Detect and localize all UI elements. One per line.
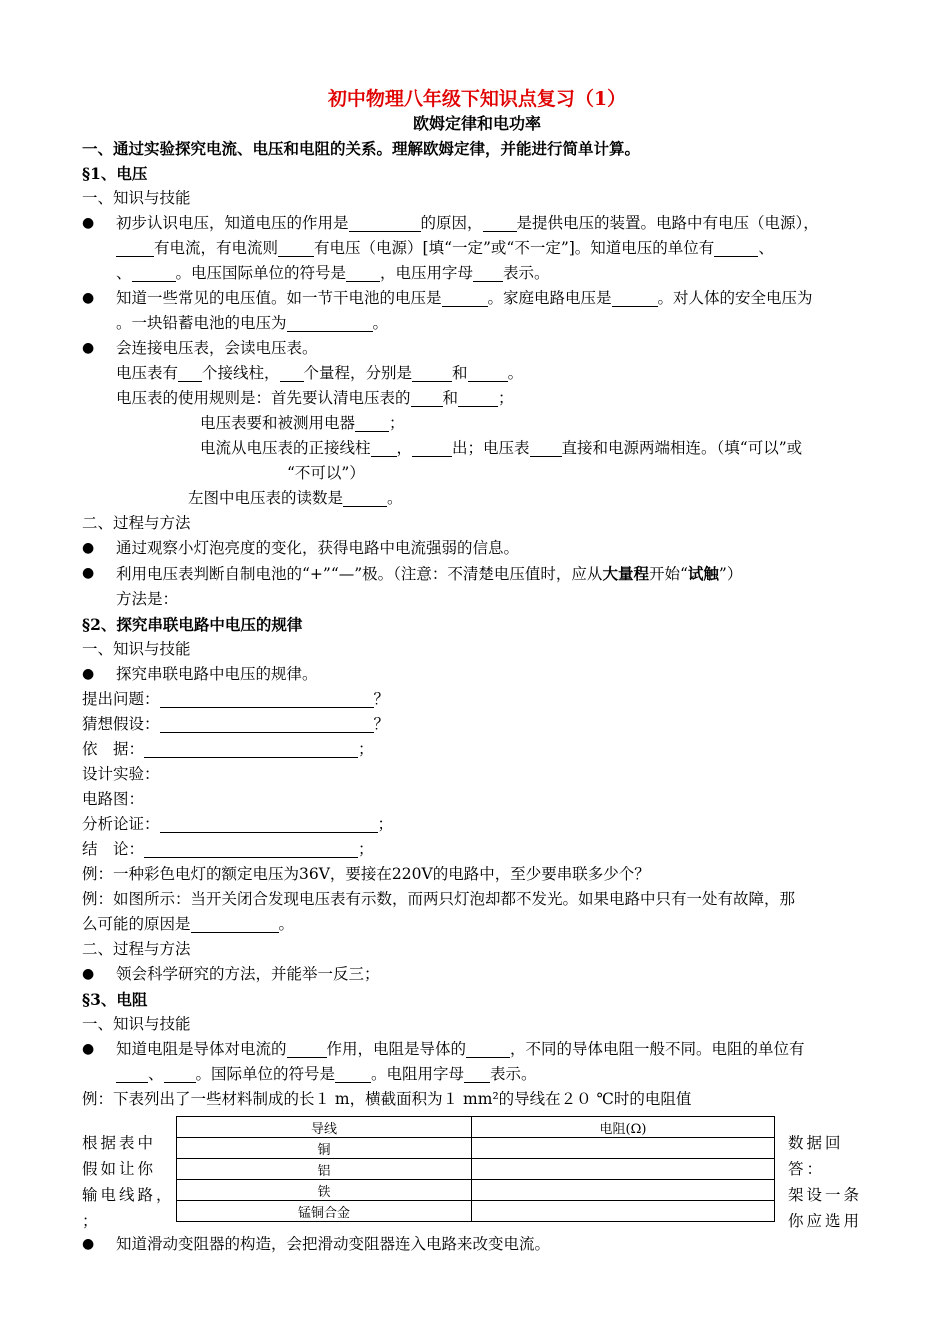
table-header-row — [177, 1117, 775, 1138]
right-question-text: 数据回答： 架设一条 你应选用 — [788, 1134, 863, 1230]
table-header: 电阻(Ω) — [472, 1117, 775, 1138]
blank — [178, 363, 202, 382]
blank — [335, 1064, 371, 1083]
s3-bullet-1: ● 知道电阻是导体对电流的 作用，电阻是导体的 ，不同的导体电阻一般不同。电阻的单位有 、 。国际单位的符号是 。电阻用字母 表示。 — [82, 1037, 872, 1087]
blank — [412, 438, 452, 457]
blank — [280, 363, 304, 382]
s2-example-2-cont: 么可能的原因是 。 — [82, 915, 295, 933]
blank — [468, 363, 508, 382]
table-row: 铜 — [177, 1138, 775, 1159]
blank — [412, 363, 452, 382]
section-1-sub2: 二、过程与方法 — [82, 514, 191, 532]
blank — [612, 288, 658, 307]
s2-hypothesis: 猜想假设： ？ — [82, 715, 390, 733]
bullet-icon: ● — [82, 1041, 95, 1057]
blank — [191, 914, 279, 933]
blank — [483, 213, 517, 232]
blank — [278, 238, 314, 257]
blank — [116, 238, 154, 257]
blank — [464, 1064, 490, 1083]
blank — [287, 1039, 327, 1058]
s1-rule-3-cont: “不可以”） — [287, 464, 365, 482]
s2-basis: 依 据： ； — [82, 740, 374, 758]
page-title: 初中物理八年级下知识点复习（1） — [327, 88, 627, 110]
table-row: 铁 — [177, 1180, 775, 1201]
s2-example-1: 例：一种彩色电灯的额定电压为36V，要接在220V的电路中，至少要串联多少个？ — [82, 865, 650, 883]
s3-example: 例：下表列出了一些材料制成的长１ m，横截面积为１ mm²的导线在２０ ℃时的电阻值 — [82, 1090, 692, 1108]
bullet-icon: ● — [82, 340, 95, 356]
blank — [160, 814, 378, 833]
s1-bullet-1: ● 初步认识电压，知道电压的作用是 的原因， 是提供电压的装置。电路中有电压（电源）， 有电流，有电流则 有电压（电源）[填“一定”或“不一定”]。知道电压的单位有 、 、 。电压国际单位的符号是 ，电压用字母 表示。 — [82, 211, 872, 286]
bullet-icon: ● — [82, 215, 95, 231]
goal-heading: 一、通过实验探究电流、电压和电阻的关系。理解欧姆定律，并能进行简单计算。 — [82, 139, 641, 158]
resistance-block — [82, 1116, 872, 1232]
s2-bullet-1: ● 探究串联电路中电压的规律。 — [82, 662, 872, 687]
s1-rule-2: 电压表要和被测用电器 ； — [200, 414, 405, 432]
table-row: 铝 — [177, 1159, 775, 1180]
blank — [160, 689, 374, 708]
bullet-icon: ● — [82, 966, 95, 982]
resistance-table — [176, 1116, 775, 1222]
left-question-text: 根据表中 假如让你 输电线路， ； — [82, 1134, 175, 1230]
section-3-sub1: 一、知识与技能 — [82, 1015, 191, 1033]
s1-bullet-2: ● 知道一些常见的电压值。如一节干电池的电压是 。家庭电路电压是 。对人体的安全电压为 。一块铅蓄电池的电压为 。 — [82, 286, 872, 336]
s1-rule-3: 电流从电压表的正接线柱 ， 出；电压表 直接和电源两端相连。（填“可以”或 — [200, 439, 803, 457]
table-header: 导线 — [177, 1117, 472, 1138]
document-page — [82, 86, 872, 1257]
blank — [144, 739, 358, 758]
bullet-icon: ● — [82, 540, 95, 556]
s1-bullet-4: ● 通过观察小灯泡亮度的变化，获得电路中电流强弱的信息。 — [82, 536, 872, 561]
bullet-icon: ● — [82, 1236, 95, 1252]
blank — [714, 238, 758, 257]
s2-question: 提出问题： ？ — [82, 690, 390, 708]
blank — [530, 438, 562, 457]
blank — [164, 1064, 196, 1083]
blank — [442, 288, 488, 307]
table-row: 锰铜合金 — [177, 1201, 775, 1222]
blank — [160, 714, 374, 733]
blank — [346, 263, 380, 282]
s1-reading: 左图中电压表的读数是 。 — [188, 489, 403, 507]
s1-bullet-5: ● 利用电压表判断自制电池的“+”“—”极。（注意：不清楚电压值时，应从大量程开始“试触”） 方法是： — [82, 561, 872, 612]
bullet-icon: ● — [82, 290, 95, 306]
s1-bullet-3: ● 会连接电压表，会读电压表。 电压表有 个接线柱， 个量程，分别是 和 。 电压表的使用规则是：首先要认清电压表的 和 ； — [82, 336, 872, 411]
blank — [371, 438, 397, 457]
blank — [473, 263, 503, 282]
s2-circuit: 电路图： — [82, 790, 145, 808]
bullet-icon: ● — [82, 666, 95, 682]
page-subtitle: 欧姆定律和电功率 — [412, 114, 541, 133]
s2-analysis: 分析论证： ； — [82, 815, 394, 833]
s2-bullet-2: ● 领会科学研究的方法，并能举一反三； — [82, 962, 872, 987]
blank — [343, 488, 387, 507]
s3-bullet-2: ● 知道滑动变阻器的构造，会把滑动变阻器连入电路来改变电流。 — [82, 1232, 872, 1257]
blank — [116, 1064, 148, 1083]
s2-conclusion: 结 论： ； — [82, 840, 374, 858]
blank — [287, 313, 373, 332]
section-2-heading: §2、探究串联电路中电压的规律 — [82, 615, 303, 634]
blank — [466, 1039, 510, 1058]
s2-example-2: 例：如图所示：当开关闭合发现电压表有示数，而两只灯泡却都不发光。如果电路中只有一处有故障，那 — [82, 890, 796, 908]
section-2-sub2: 二、过程与方法 — [82, 940, 191, 958]
section-2-sub1: 一、知识与技能 — [82, 640, 191, 658]
blank — [411, 388, 443, 407]
blank — [458, 388, 498, 407]
blank — [132, 263, 176, 282]
section-3-heading: §3、电阻 — [82, 990, 148, 1009]
blank — [349, 213, 421, 232]
blank — [144, 839, 358, 858]
section-1-heading: §1、电压 — [82, 164, 148, 183]
blank — [355, 413, 389, 432]
section-1-sub1: 一、知识与技能 — [82, 189, 191, 207]
bullet-icon: ● — [82, 565, 95, 581]
s2-design: 设计实验： — [82, 765, 160, 783]
